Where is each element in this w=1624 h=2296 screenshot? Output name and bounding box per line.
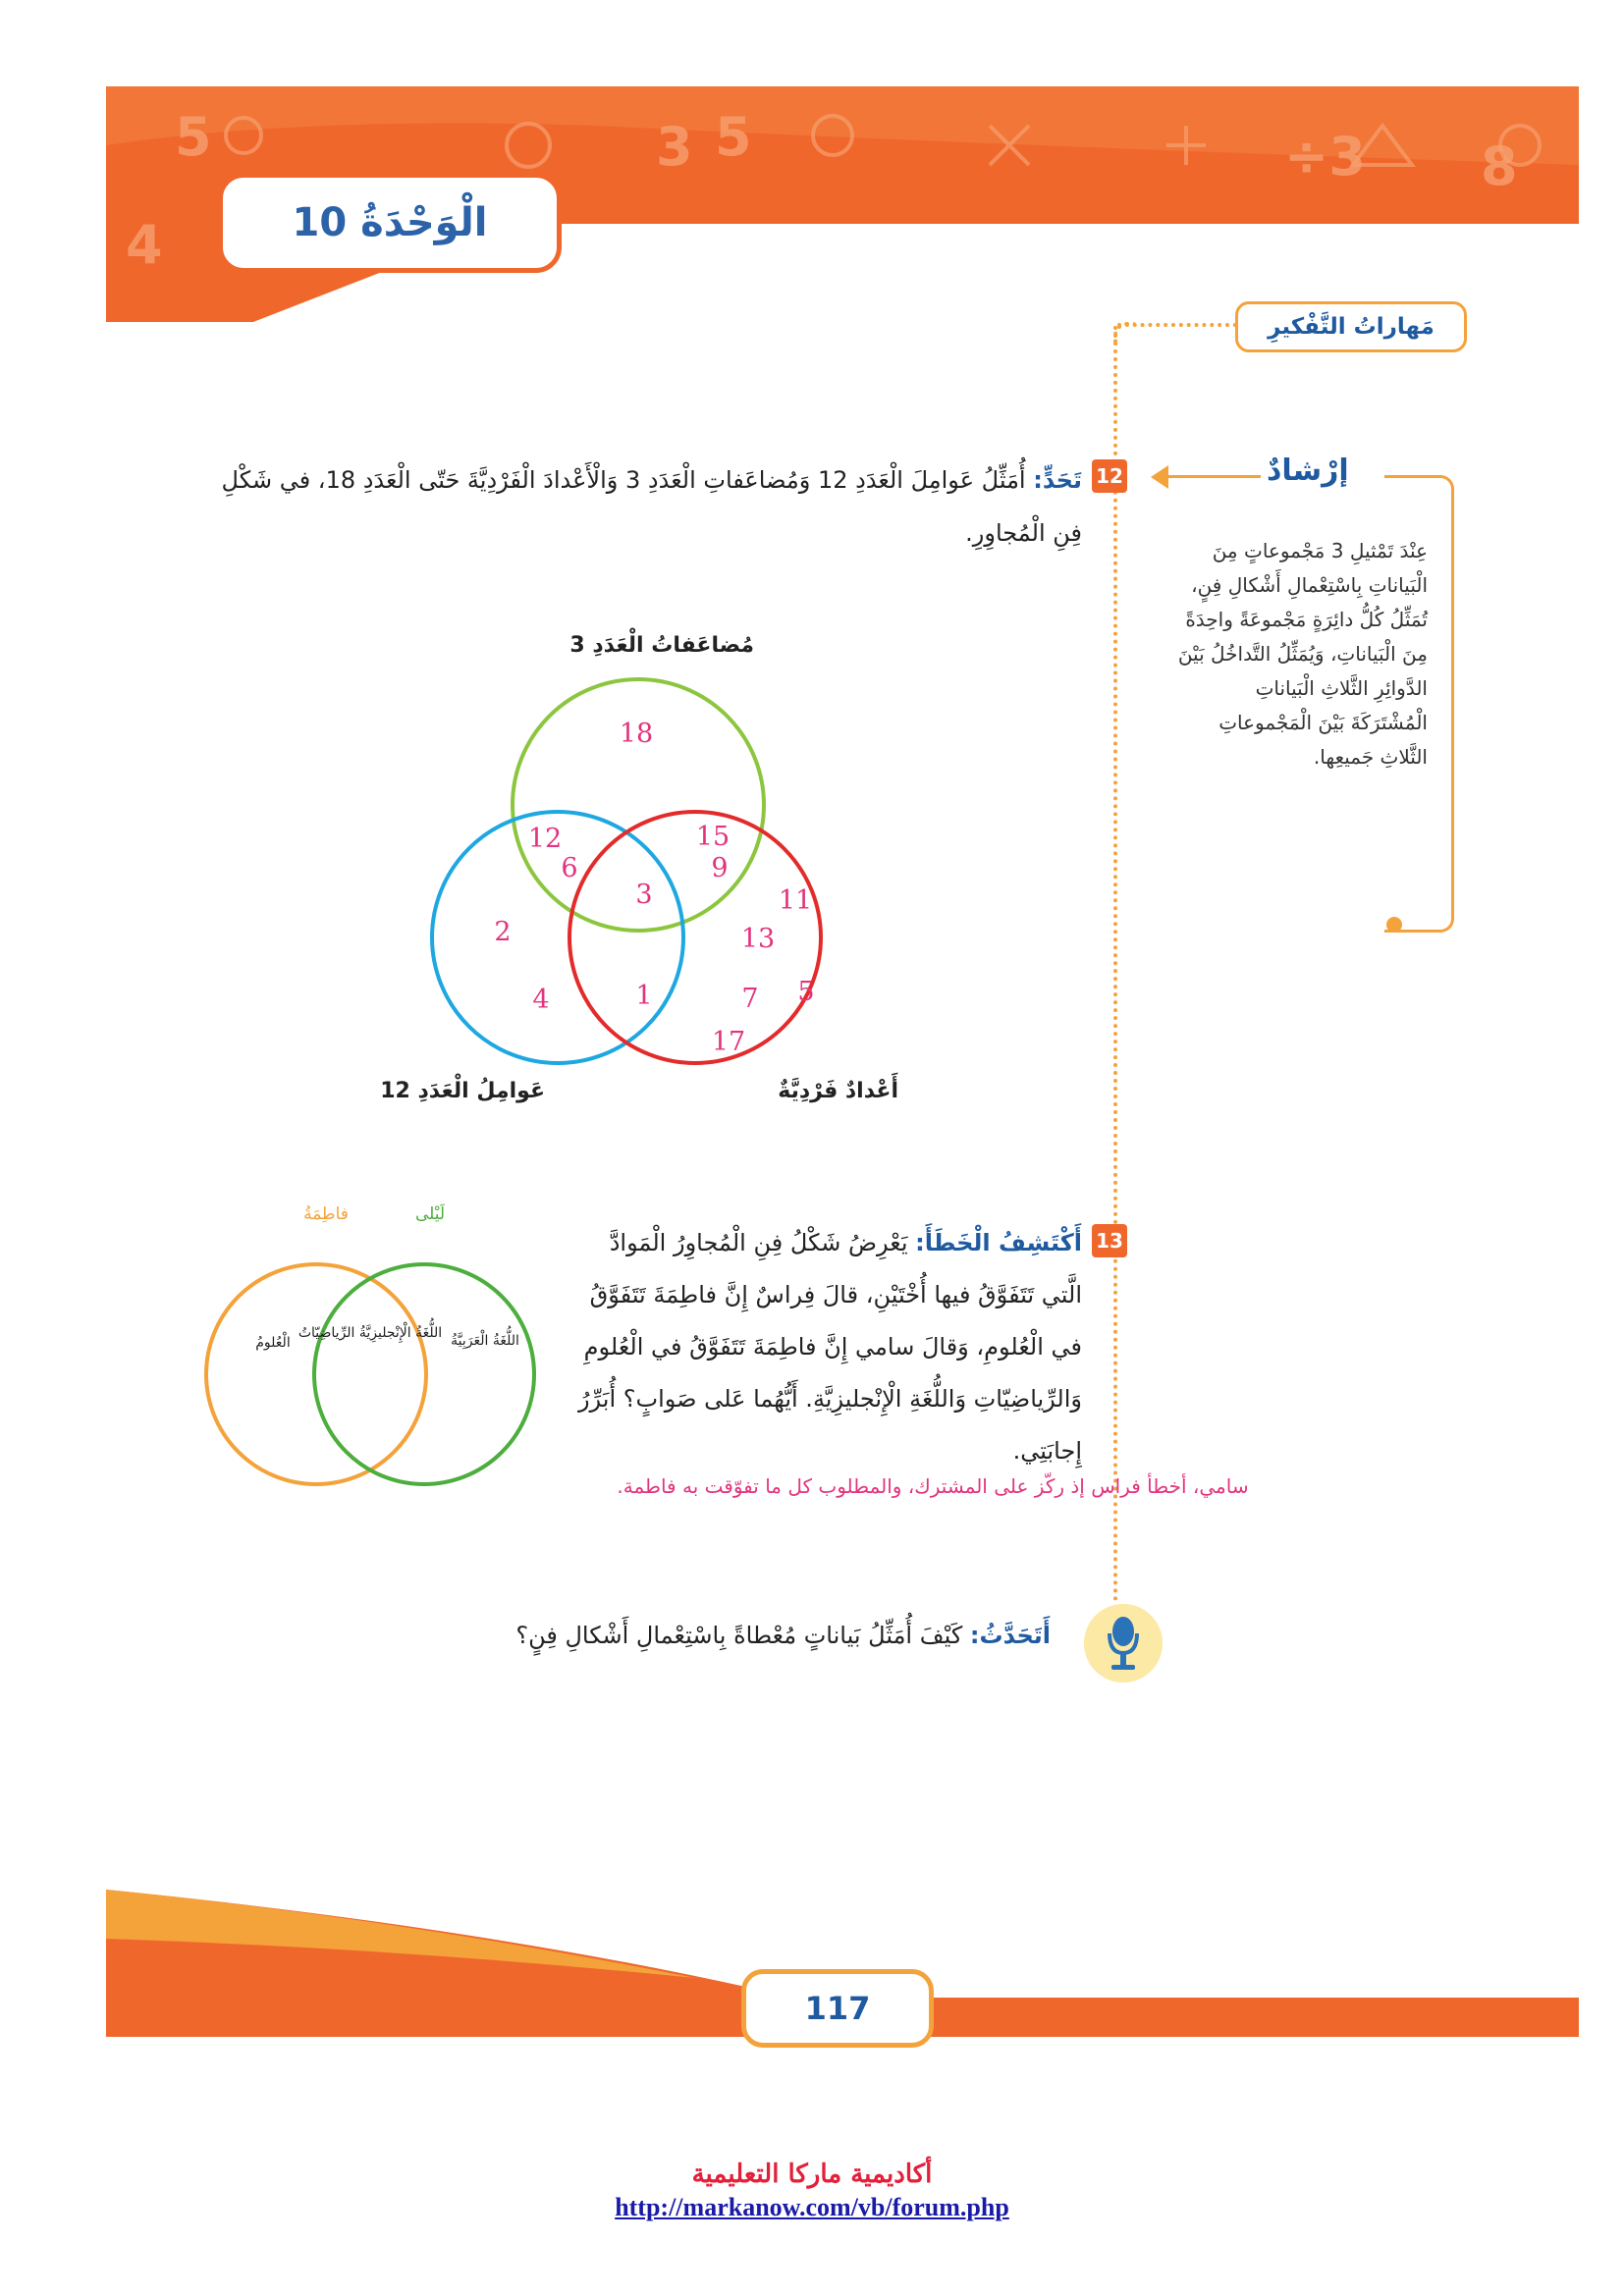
venn-value: 5 <box>797 977 815 1007</box>
venn-value: 17 <box>711 1027 746 1057</box>
venn-value: 2 <box>494 917 512 947</box>
question-12-body: أُمَثِّلُ عَوامِلَ الْعَدَدِ 12 وَمُضاعَفاتِ الْعَدَدِ 3 وَالْأَعْدادَ الْفَرْدِيَّةَ حَتّى الْعَدَدِ 18، في شَكْلِ فِنِ الْمُجاوِرِ. <box>221 466 1082 547</box>
venn-label-odd: أَعْدادٌ فَرْدِيَّةٌ <box>778 1079 898 1103</box>
unit-title: الْوَحْدَةُ 10 <box>218 173 562 273</box>
academy-url-link[interactable]: http://markanow.com/vb/forum.php <box>615 2193 1009 2221</box>
hint-text: عِنْدَ تَمْثيلِ 3 مَجْموعاتٍ مِنَ الْبَياناتِ بِاسْتِعْمالِ أَشْكالِ فِنٍ، تُمَثِّلُ كُلُّ دائِرَةٍ مَجْموعَةً واحِدَةً مِنَ الْبَياناتِ، وَيُمَثِّلُ التَّداخُلُ بَيْنَ الدَّوائِرِ الثَّلاثِ الْبَياناتِ الْمُشْتَرَكَةَ بَيْنَ الْمَجْموعاتِ الثَّلاثِ جَميعِها. <box>1177 539 1428 769</box>
venn-value: 1 <box>635 981 653 1011</box>
venn-subject-shared: اللُّغَةُ الْإِنْجليزِيَّةُ الرِّياضِيّاتُ <box>298 1325 443 1341</box>
talk-lead: أَتَحَدَّثُ: <box>969 1622 1051 1649</box>
svg-text:5: 5 <box>175 106 212 168</box>
venn-label-factors: عَوامِلُ الْعَدَدِ 12 <box>380 1079 545 1103</box>
question-number-12: 12 <box>1092 459 1127 493</box>
venn-subject-fatima-only: الْعُلومُ <box>255 1335 291 1351</box>
venn-value: 9 <box>711 853 729 883</box>
svg-text:4: 4 <box>126 214 163 276</box>
question-12-lead: تَحَدٍّ: <box>1033 466 1082 494</box>
hint-title: إرْشادٌ <box>1267 454 1349 488</box>
page-number: 117 <box>741 1969 934 2048</box>
question-13-text <box>566 1217 1082 1477</box>
venn-value: 12 <box>527 824 563 854</box>
question-12-text <box>208 454 1082 560</box>
timeline-dotted-line <box>1113 326 1122 1602</box>
svg-text:÷3: ÷3 <box>1284 126 1366 187</box>
question-13-body: يَعْرِضُ شَكْلُ فِنِ الْمُجاوِرُ الْمَوادَّ الَّتي تَتَفَوَّقُ فيها أُخْتَيْنِ، قالَ فِراسٌ إِنَّ فاطِمَةَ تَتَفَوَّقُ في الْعُلومِ، وَقالَ سامي إِنَّ فاطِمَةَ تَتَفَوَّقُ في الْعُلومِ وَالرِّياضِيّاتِ وَاللُّغَةِ الْإِنْجليزِيَّةِ. أَيُّهُما عَلى صَوابٍ؟ أُبَرِّرُ إِجابَتِي. <box>577 1229 1082 1465</box>
talk-prompt <box>471 1622 1051 1649</box>
microphone-icon <box>1084 1604 1163 1682</box>
question-13-answer: سامي، أخطأ فراس إذ ركّز على المشترك، والمطلوب كل ما تفوّقت به فاطمة. <box>617 1474 1249 1498</box>
academy-name: أكاديمية ماركا التعليمية <box>691 2160 933 2189</box>
section-connector <box>1117 323 1237 328</box>
talk-body: كَيْفَ أُمَثِّلُ بَياناتٍ مُعْطاةً بِاسْتِعْمالِ أَشْكالِ فِنٍ؟ <box>515 1622 970 1649</box>
svg-text:8: 8 <box>1481 135 1518 197</box>
hint-bullet-icon <box>1386 917 1402 933</box>
venn-value: 18 <box>619 719 654 749</box>
question-13-lead: أَكْتَشِفُ الْخَطَأَ: <box>915 1229 1082 1256</box>
venn-diagram-three-sets <box>380 618 923 1119</box>
venn-label-multiples: مُضاعَفاتُ الْعَدَدِ 3 <box>569 633 754 658</box>
question-number-13: 13 <box>1092 1224 1127 1257</box>
venn-value: 6 <box>561 853 578 883</box>
venn-value: 11 <box>778 885 813 916</box>
venn-subject-layla-only: اللُّغَةُ الْعَرَبِيَّةُ <box>451 1333 519 1349</box>
venn-label-fatima: فاطِمَةُ <box>303 1204 349 1224</box>
venn-value: 3 <box>635 880 653 910</box>
venn-value: 13 <box>740 924 776 954</box>
svg-text:5: 5 <box>715 106 752 168</box>
venn-value: 4 <box>532 985 550 1015</box>
venn-value: 7 <box>741 984 759 1014</box>
venn-label-layla: لَيْلى <box>414 1204 446 1224</box>
hint-connector <box>1166 475 1261 478</box>
venn-diagram-two-sets <box>206 1200 560 1523</box>
svg-text:3: 3 <box>656 116 693 178</box>
section-tab: مَهاراتُ التَّفْكيرِ <box>1235 301 1467 352</box>
venn-value: 15 <box>695 822 731 852</box>
